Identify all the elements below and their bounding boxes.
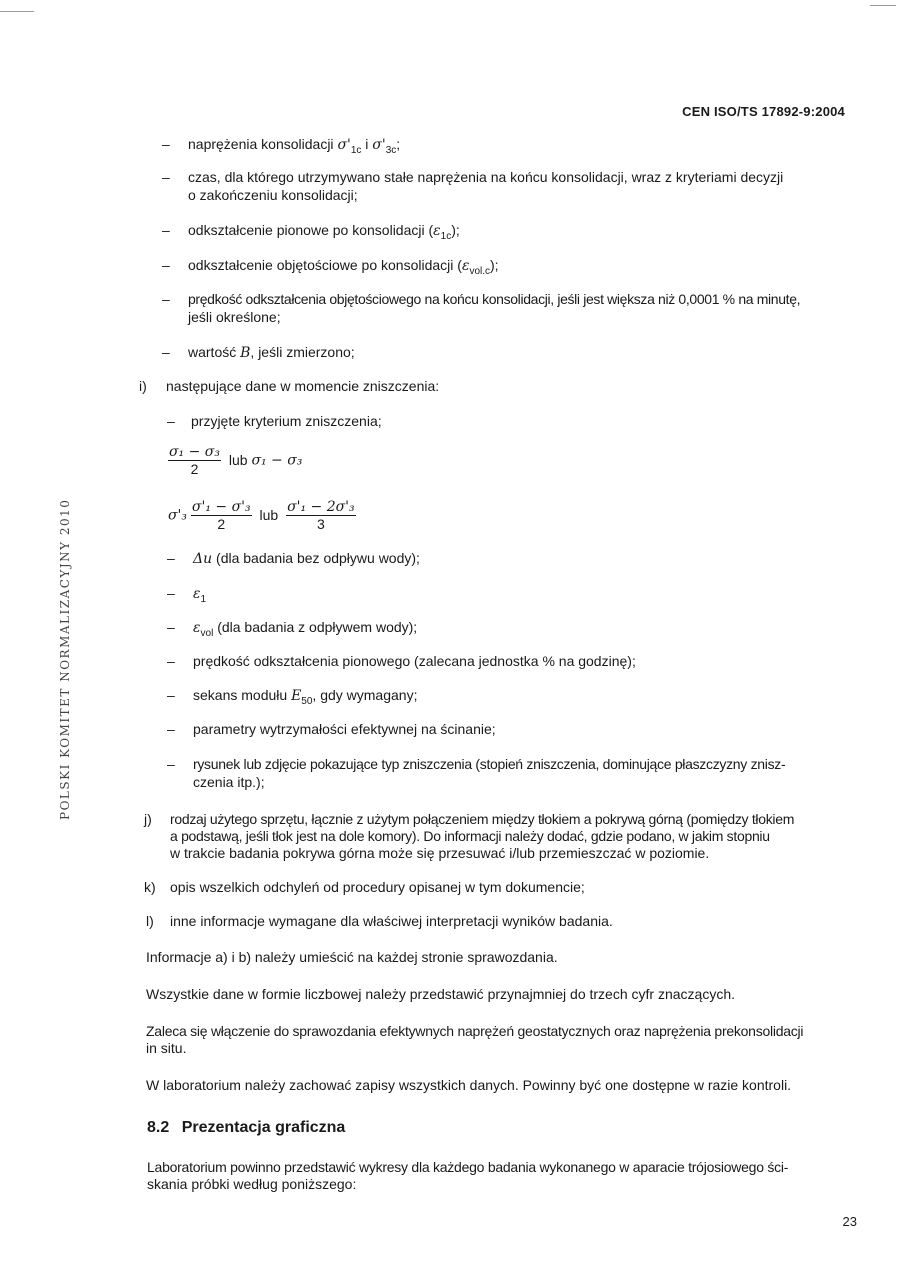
- list-item: – prędkość odkształcenia objętościowego na końcu konsolidacji, jeśli jest większa niż 0,0001 % na minutę, jeśli określone;: [162, 291, 801, 325]
- paragraph: W laboratorium należy zachować zapisy wszystkich danych. Powinny być one dostępne w razie kontroli.: [146, 1077, 792, 1093]
- paragraph-line: in situ.: [146, 1040, 187, 1056]
- list-item: – naprężenia konsolidacji $\sigma'_{1c}$ i $\sigma'_{3c}$;: [162, 136, 401, 156]
- sub-list-item: – $\varepsilon_{vol}$ (dla badania z odpływem wody);: [167, 619, 418, 639]
- item-marker: j): [144, 811, 152, 827]
- section-heading: [147, 1119, 345, 1136]
- paragraph: Wszystkie dane w formie liczbowej należy przedstawić przynajmniej do trzech cyfr znaczących.: [146, 986, 735, 1002]
- formula-1: $\frac{\text{σ₁ − σ₃}}{2}$ lub σ₁ − σ₃: [169, 444, 303, 477]
- item-marker: k): [144, 879, 156, 895]
- paragraph-line: Laboratorium powinno przedstawić wykresy dla każdego badania wykonanego w aparacie trójosiowego ści-: [147, 1159, 789, 1175]
- sub-list-item: – rysunek lub zdjęcie pokazujące typ zniszczenia (stopień zniszczenia, dominujące płaszczyzny znisz- czenia itp.);: [167, 756, 786, 790]
- list-item: – czas, dla którego utrzymywano stałe naprężenia na końcu konsolidacji, wraz z kryteriami decyzji o zakończeniu konsolidacji;: [162, 169, 784, 203]
- item-text: inne informacje wymagane dla właściwej interpretacji wyników badania.: [170, 913, 613, 929]
- sub-list-item: – prędkość odkształcenia pionowego (zalecana jednostka % na godzinę);: [167, 653, 636, 669]
- sub-list-item: – przyjęte kryterium zniszczenia;: [167, 413, 382, 429]
- list-item: – odkształcenie pionowe po konsolidacji $(\varepsilon_{1c})$;: [162, 222, 460, 242]
- paragraph-line: Zaleca się włączenie do sprawozdania efektywnych naprężeń geostatycznych oraz naprężenia prekonsolidacji: [146, 1023, 804, 1039]
- section-number: 8.2: [147, 1119, 170, 1136]
- item-text-line: a podstawą, jeśli tłok jest na dole komory). Do informacji należy dodać, gdzie podano, w jakim stopniu: [170, 828, 770, 844]
- sub-list-item: – $\varepsilon_1$: [167, 585, 207, 605]
- sub-list-item: – Δu (dla badania bez odpływu wody);: [167, 550, 420, 567]
- item-text-line: w trakcie badania pokrywa górna może się przesuwać i/lub przemieszczać w poziomie.: [170, 845, 710, 861]
- item-text: następujące dane w momencie zniszczenia:: [166, 378, 440, 394]
- page-number: 23: [842, 1214, 857, 1229]
- formula-2: σ'₃ $\frac{\text{σ'₁ − σ'₃}}{2}$ lub $\frac{\text{σ'₁ − 2σ'₃}}{3}$: [168, 499, 355, 532]
- sub-list-item: – sekans modułu $E_{50}$, gdy wymagany;: [167, 687, 418, 707]
- sub-list-item: – parametry wytrzymałości efektywnej na ścinanie;: [167, 721, 496, 737]
- item-text: opis wszelkich odchyleń od procedury opisanej w tym dokumencie;: [170, 879, 585, 895]
- item-marker: i): [139, 378, 147, 394]
- document-code-header: CEN ISO/TS 17892-9:2004: [682, 104, 845, 119]
- scan-mark: [0, 11, 34, 12]
- paragraph: Informacje a) i b) należy umieścić na każdej stronie sprawozdania.: [146, 949, 558, 965]
- item-marker: l): [146, 913, 154, 929]
- vertical-stamp: POLSKI KOMITET NORMALIZACYJNY 2010: [58, 498, 72, 820]
- list-item: – odkształcenie objętościowe po konsolidacji $(\varepsilon_{vol.c})$;: [162, 257, 499, 277]
- item-text-line: rodzaj użytego sprzętu, łącznie z użytym połączeniem między tłokiem a pokrywą górną (pomiędzy tłokiem: [170, 811, 795, 827]
- section-title: Prezentacja graficzna: [181, 1119, 346, 1136]
- paragraph-line: skania próbki według poniższego:: [147, 1176, 357, 1192]
- list-item: – wartość B, jeśli zmierzono;: [162, 344, 355, 361]
- scan-mark: [870, 5, 896, 6]
